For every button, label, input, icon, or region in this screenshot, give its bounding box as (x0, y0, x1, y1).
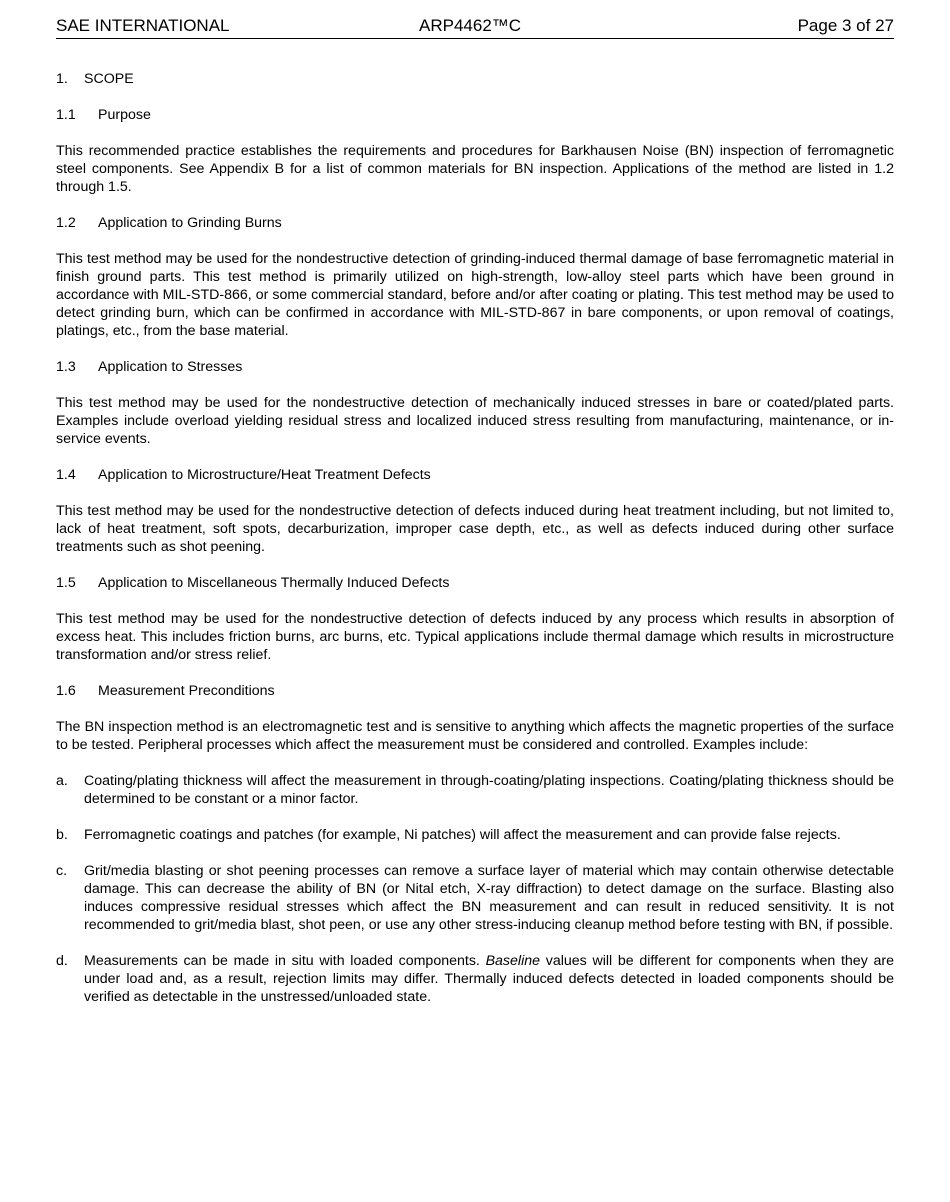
list-item-text-end: values will be different for components when they are under load and, as a result, rejection limits may differ. Thermally induced defects detected in loaded components should be verified as detectable in the unstressed/unloaded state. (84, 953, 895, 1005)
section-number: 1.4 (56, 467, 76, 483)
section-heading (56, 574, 894, 592)
section-number: 1.6 (56, 683, 76, 699)
section-number: 1. (56, 71, 68, 87)
list-item-letter: c. (56, 863, 68, 879)
section-heading (56, 214, 894, 232)
list-item-text-start: Measurements can be made in situ with loaded components. (84, 953, 486, 969)
paragraph: This test method may be used for the nondestructive detection of defects induced by any process which results in absorption of excess heat. This includes friction burns, arc burns, etc. Typical applications include thermal damage which results in microstructure transformation and/or stress relief. (56, 611, 894, 663)
list-item-letter: b. (56, 827, 68, 843)
paragraph: This test method may be used for the nondestructive detection of mechanically induced stresses in bare or coated/plated parts. Examples include overload yielding residual stress and localized induced stress resulting from manufacturing, maintenance, or in-service events. (56, 395, 894, 447)
section-heading (56, 70, 894, 88)
section-number: 1.3 (56, 359, 76, 375)
section-heading (56, 466, 894, 484)
list-item (56, 952, 894, 1006)
section-number: 1.5 (56, 575, 76, 591)
section-title: Purpose (98, 107, 151, 123)
section-title: Application to Stresses (98, 359, 243, 375)
paragraph: This recommended practice establishes the requirements and procedures for Barkhausen Noise (BN) inspection of ferromagnetic steel components. See Appendix B for a list of common materials for BN inspection. Applications of the method are listed in 1.2 through 1.5. (56, 143, 894, 195)
page-header (56, 16, 894, 39)
list-item (56, 826, 894, 844)
list-item (56, 772, 894, 808)
section-title: SCOPE (84, 71, 134, 87)
paragraph: This test method may be used for the nondestructive detection of defects induced during heat treatment including, but not limited to, lack of heat treatment, soft spots, decarburization, improper case depth, etc., as well as defects induced during other surface treatments such as shot peening. (56, 503, 894, 555)
list-item (56, 862, 894, 934)
section-heading (56, 682, 894, 700)
header-page-number: Page 3 of 27 (797, 16, 894, 35)
section-number: 1.1 (56, 107, 76, 123)
section-title: Measurement Preconditions (98, 683, 275, 699)
list-item-letter: a. (56, 773, 68, 789)
section-number: 1.2 (56, 215, 76, 231)
section-title: Application to Microstructure/Heat Treatment Defects (98, 467, 431, 483)
section-title: Application to Grinding Burns (98, 215, 282, 231)
paragraph: The BN inspection method is an electromagnetic test and is sensitive to anything which affects the magnetic properties of the surface to be tested. Peripheral processes which affect the measurement must be considered and controlled. Examples include: (56, 719, 894, 753)
list-item-text: Grit/media blasting or shot peening processes can remove a surface layer of material which may contain otherwise detectable damage. This can decrease the ability of BN (or Nital etch, X-ray diffraction) to detect damage on the surface. Blasting also induces compressive residual stresses which affect the BN measurement and can result in reduced sensitivity. It is not recommended to grit/media blast, shot peen, or use any other stress-inducing cleanup method before testing with BN, if possible. (84, 863, 894, 933)
list-item-letter: d. (56, 953, 68, 969)
section-heading (56, 358, 894, 376)
emphasis-baseline: Baseline (485, 953, 541, 969)
document-body (56, 70, 894, 1024)
paragraph: This test method may be used for the nondestructive detection of grinding-induced thermal damage of base ferromagnetic material in finish ground parts. This test method is primarily utilized on high-strength, low-alloy steel parts which have been ground in accordance with MIL-STD-866, or some commercial standard, before and/or after coating or plating. This test method may be used to detect grinding burn, which can be confirmed in accordance with MIL-STD-867 in bare components, or upon removal of coatings, platings, etc., from the base material. (56, 251, 894, 339)
section-heading (56, 106, 894, 124)
list-item-text (84, 952, 894, 1006)
list-item-text: Coating/plating thickness will affect the measurement in through-coating/plating inspections. Coating/plating thickness should be determined to be constant or a minor factor. (84, 773, 894, 807)
header-document-number: ARP4462™C (419, 16, 522, 35)
section-title: Application to Miscellaneous Thermally Induced Defects (98, 575, 450, 591)
header-organization: SAE INTERNATIONAL (56, 16, 230, 35)
list-item-text: Ferromagnetic coatings and patches (for example, Ni patches) will affect the measurement and can provide false rejects. (84, 827, 841, 843)
